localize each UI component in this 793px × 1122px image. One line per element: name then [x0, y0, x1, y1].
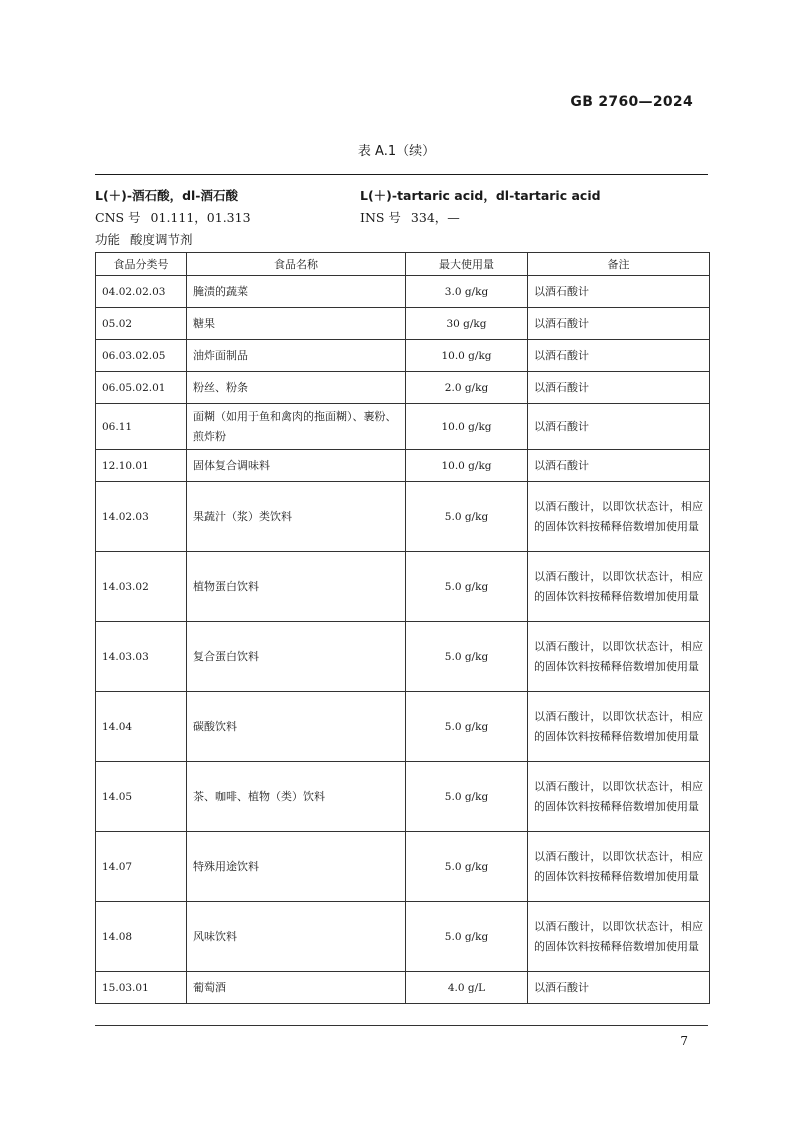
food-category-code: 14.07 — [96, 832, 187, 902]
food-category-code: 14.08 — [96, 902, 187, 972]
max-usage: 2.0 g/kg — [406, 372, 528, 404]
table-row — [96, 340, 710, 372]
col-header-food-name: 食品名称 — [187, 253, 406, 276]
remark: 以酒石酸计，以即饮状态计，相应的固体饮料按稀释倍数增加使用量 — [528, 832, 710, 902]
max-usage: 5.0 g/kg — [406, 762, 528, 832]
food-name: 风味饮料 — [187, 902, 406, 972]
remark: 以酒石酸计，以即饮状态计，相应的固体饮料按稀释倍数增加使用量 — [528, 902, 710, 972]
table-row — [96, 450, 710, 482]
table-header-row — [96, 253, 710, 276]
function-line — [95, 230, 193, 248]
table-row — [96, 372, 710, 404]
max-usage: 10.0 g/kg — [406, 404, 528, 450]
table-row — [96, 552, 710, 622]
food-name: 茶、咖啡、植物（类）饮料 — [187, 762, 406, 832]
food-category-code: 14.03.03 — [96, 622, 187, 692]
food-name: 碳酸饮料 — [187, 692, 406, 762]
function-label: 功能 — [95, 232, 121, 247]
food-name: 油炸面制品 — [187, 340, 406, 372]
table-title: 表 A.1（续） — [357, 144, 436, 159]
max-usage: 5.0 g/kg — [406, 832, 528, 902]
top-rule — [95, 174, 708, 175]
remark: 以酒石酸计，以即饮状态计，相应的固体饮料按稀释倍数增加使用量 — [528, 762, 710, 832]
max-usage: 4.0 g/L — [406, 972, 528, 1004]
additive-usage-table — [95, 252, 710, 1004]
remark: 以酒石酸计，以即饮状态计，相应的固体饮料按稀释倍数增加使用量 — [528, 692, 710, 762]
max-usage: 10.0 g/kg — [406, 340, 528, 372]
table-row — [96, 622, 710, 692]
max-usage: 5.0 g/kg — [406, 622, 528, 692]
food-name: 糖果 — [187, 308, 406, 340]
food-category-code: 14.05 — [96, 762, 187, 832]
cns-line — [95, 208, 251, 226]
food-name: 固体复合调味料 — [187, 450, 406, 482]
ins-label: INS 号 — [360, 210, 401, 225]
max-usage: 5.0 g/kg — [406, 902, 528, 972]
additive-name-en: L(＋)-tartaric acid，dl-tartaric acid — [360, 188, 601, 203]
function-value: 酸度调节剂 — [130, 232, 193, 247]
ins-value: 334，— — [410, 210, 460, 225]
remark: 以酒石酸计 — [528, 308, 710, 340]
food-name: 特殊用途饮料 — [187, 832, 406, 902]
cns-label: CNS 号 — [95, 210, 141, 225]
col-header-remarks: 备注 — [528, 253, 710, 276]
food-name: 植物蛋白饮料 — [187, 552, 406, 622]
food-category-code: 06.11 — [96, 404, 187, 450]
bottom-rule — [95, 1025, 708, 1026]
table-row — [96, 276, 710, 308]
food-category-code: 12.10.01 — [96, 450, 187, 482]
food-category-code: 14.03.02 — [96, 552, 187, 622]
table-row — [96, 692, 710, 762]
food-name: 葡萄酒 — [187, 972, 406, 1004]
food-category-code: 05.02 — [96, 308, 187, 340]
ins-line — [360, 208, 460, 226]
max-usage: 10.0 g/kg — [406, 450, 528, 482]
food-name: 腌渍的蔬菜 — [187, 276, 406, 308]
table-row — [96, 832, 710, 902]
remark: 以酒石酸计，以即饮状态计，相应的固体饮料按稀释倍数增加使用量 — [528, 482, 710, 552]
food-category-code: 14.04 — [96, 692, 187, 762]
table-row — [96, 404, 710, 450]
remark: 以酒石酸计 — [528, 372, 710, 404]
additive-name-cn: L(＋)-酒石酸，dl-酒石酸 — [95, 188, 238, 203]
page-number: 7 — [680, 1034, 688, 1048]
food-category-code: 06.05.02.01 — [96, 372, 187, 404]
standard-code: GB 2760—2024 — [570, 94, 693, 110]
food-name: 复合蛋白饮料 — [187, 622, 406, 692]
food-category-code: 04.02.02.03 — [96, 276, 187, 308]
table-row — [96, 972, 710, 1004]
food-name: 果蔬汁（浆）类饮料 — [187, 482, 406, 552]
max-usage: 3.0 g/kg — [406, 276, 528, 308]
max-usage: 5.0 g/kg — [406, 552, 528, 622]
table-row — [96, 308, 710, 340]
table-row — [96, 482, 710, 552]
cns-value: 01.111，01.313 — [150, 210, 251, 225]
col-header-category-code: 食品分类号 — [96, 253, 187, 276]
table-row — [96, 902, 710, 972]
remark: 以酒石酸计 — [528, 340, 710, 372]
food-category-code: 15.03.01 — [96, 972, 187, 1004]
remark: 以酒石酸计 — [528, 450, 710, 482]
food-category-code: 14.02.03 — [96, 482, 187, 552]
table-row — [96, 762, 710, 832]
food-category-code: 06.03.02.05 — [96, 340, 187, 372]
food-name: 粉丝、粉条 — [187, 372, 406, 404]
food-name: 面糊（如用于鱼和禽肉的拖面糊）、裹粉、煎炸粉 — [187, 404, 406, 450]
max-usage: 5.0 g/kg — [406, 692, 528, 762]
remark: 以酒石酸计 — [528, 404, 710, 450]
remark: 以酒石酸计 — [528, 276, 710, 308]
remark: 以酒石酸计 — [528, 972, 710, 1004]
max-usage: 30 g/kg — [406, 308, 528, 340]
max-usage: 5.0 g/kg — [406, 482, 528, 552]
col-header-max-usage: 最大使用量 — [406, 253, 528, 276]
remark: 以酒石酸计，以即饮状态计，相应的固体饮料按稀释倍数增加使用量 — [528, 552, 710, 622]
remark: 以酒石酸计，以即饮状态计，相应的固体饮料按稀释倍数增加使用量 — [528, 622, 710, 692]
